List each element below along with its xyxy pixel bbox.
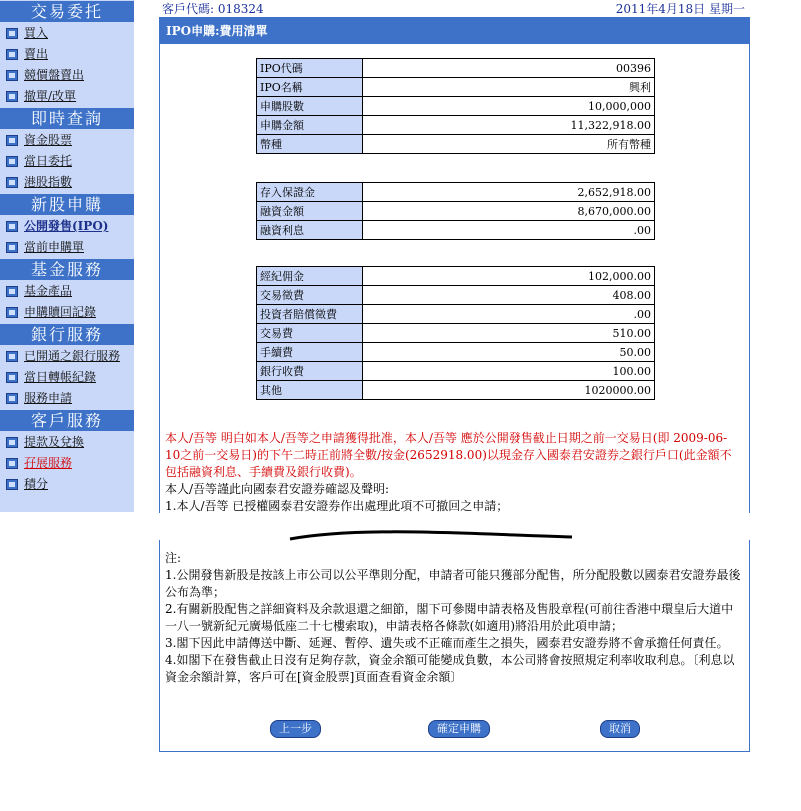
section-header-bank: 銀行服務 bbox=[0, 324, 134, 345]
fees-table bbox=[256, 266, 655, 400]
sidebar-item-points[interactable]: 積分 bbox=[0, 474, 134, 495]
bullet-icon bbox=[6, 91, 18, 102]
sidebar-item-current-subscriptions[interactable]: 當前申購單 bbox=[0, 237, 134, 258]
account-code: 客戶代碼: 018324 bbox=[162, 2, 264, 16]
section-header-ipo: 新股申購 bbox=[0, 194, 134, 215]
table-row: 投資者賠償徵費 .00 bbox=[257, 305, 655, 324]
bullet-icon bbox=[6, 156, 18, 167]
sidebar-item-cancel-modify[interactable]: 撤單/改單 bbox=[0, 86, 134, 107]
section-header-customer: 客戶服務 bbox=[0, 410, 134, 431]
confirm-subscribe-button[interactable]: 確定申購 bbox=[428, 720, 490, 738]
table-row: 融資利息 .00 bbox=[257, 221, 655, 240]
table-row: 其他 1020000.00 bbox=[257, 381, 655, 400]
sidebar-item-sell[interactable]: 賣出 bbox=[0, 44, 134, 65]
section-header-fund: 基金服務 bbox=[0, 259, 134, 280]
table-row: 申購金額 11,322,918.00 bbox=[257, 116, 655, 135]
note-item: 1.公開發售新股是按該上市公司以公平準則分配，申請者可能只獲部分配售，所分配股數以國泰君安證券最後公布為準； bbox=[165, 568, 741, 599]
sidebar-item-fund-products[interactable]: 基金產品 bbox=[0, 281, 134, 302]
declaration-item-1: 1.本人/吾等 已授權國泰君安證券作出處理此項不可撤回之申請； bbox=[165, 499, 509, 513]
bullet-icon bbox=[6, 28, 18, 39]
sidebar-item-bank-services[interactable]: 已開通之銀行服務 bbox=[0, 346, 134, 367]
bullet-icon bbox=[6, 437, 18, 448]
sidebar-item-hk-index[interactable]: 港股指數 bbox=[0, 172, 134, 193]
table-row: IPO名稱 興利 bbox=[257, 78, 655, 97]
section-header-trading: 交易委托 bbox=[0, 1, 134, 22]
financing-table bbox=[256, 182, 655, 240]
bullet-icon bbox=[6, 49, 18, 60]
ipo-fee-panel bbox=[159, 17, 750, 513]
prev-step-button[interactable]: 上一步 bbox=[270, 720, 321, 738]
sidebar-item-withdraw-exchange[interactable]: 提款及兌換 bbox=[0, 432, 134, 453]
cancel-button[interactable]: 取消 bbox=[600, 720, 640, 738]
bullet-icon bbox=[6, 70, 18, 81]
notes-heading: 注: bbox=[165, 551, 182, 565]
sidebar-item-ipo[interactable]: 公開發售(IPO) bbox=[0, 216, 134, 237]
sidebar-item-transfer-records[interactable]: 當日轉帳紀錄 bbox=[0, 367, 134, 388]
bullet-icon bbox=[6, 458, 18, 469]
sidebar-item-auction-sell[interactable]: 競價盤賣出 bbox=[0, 65, 134, 86]
panel-title: IPO申購:費用清單 bbox=[160, 18, 749, 44]
table-row: 銀行收費 100.00 bbox=[257, 362, 655, 381]
table-row: 存入保證金 2,652,918.00 bbox=[257, 183, 655, 202]
bullet-icon bbox=[6, 393, 18, 404]
bullet-icon bbox=[6, 286, 18, 297]
current-date: 2011年4月18日 星期一 bbox=[615, 2, 745, 16]
bullet-icon bbox=[6, 242, 18, 253]
table-row: 經紀佣金 102,000.00 bbox=[257, 267, 655, 286]
ipo-info-table bbox=[256, 58, 655, 154]
sidebar-item-buy[interactable]: 買入 bbox=[0, 23, 134, 44]
sidebar-item-fund-records[interactable]: 申購贖回記錄 bbox=[0, 302, 134, 323]
table-row: 交易徵費 408.00 bbox=[257, 286, 655, 305]
sidebar-nav bbox=[0, 0, 134, 512]
table-row: 幣種 所有幣種 bbox=[257, 135, 655, 154]
bullet-icon bbox=[6, 479, 18, 490]
notes-section bbox=[165, 550, 743, 686]
bullet-icon bbox=[6, 177, 18, 188]
sidebar-item-today-orders[interactable]: 當日委托 bbox=[0, 151, 134, 172]
bullet-icon bbox=[6, 135, 18, 146]
bullet-icon bbox=[6, 372, 18, 383]
section-header-query: 即時查詢 bbox=[0, 108, 134, 129]
sidebar-item-service-application[interactable]: 服務申請 bbox=[0, 388, 134, 409]
notes-panel bbox=[159, 540, 750, 752]
table-row: 融資金額 8,670,000.00 bbox=[257, 202, 655, 221]
table-row: 申購股數 10,000,000 bbox=[257, 97, 655, 116]
note-item: 3.閣下因此申請傳送中斷、延遲、暫停、遺失或不正確而產生之損失，國泰君安證券將不會承擔任何責任。 bbox=[165, 636, 729, 650]
note-item: 4.如閣下在發售截止日沒有足夠存款，資金余額可能變成負數，本公司將會按照規定利率收取利息。〔利息以資金余額計算，客戶可在[資金股票]頁面查看資金余額〕 bbox=[165, 653, 735, 684]
note-item: 2.有關新股配售之詳細資料及余款退還之細節，閣下可參閱申請表格及售股章程(可前往香港中環皇后大道中一八一號新紀元廣場低座二十七樓索取)，申請表格各條款(如適用)將沿用於此項申請； bbox=[165, 602, 734, 633]
payment-notice: 本人/吾等 明白如本人/吾等之申請獲得批准，本人/吾等 應於公開發售截止日期之前一交易日(即 2009-06-10之前一交易日)的下午二時正前將全數/按金(2652918.00)以現金存入國泰君安證券之銀行戶口(此金額不包括融資利息、手續費及銀行收費)。 bbox=[165, 431, 732, 479]
table-row: 交易費 510.00 bbox=[257, 324, 655, 343]
bullet-icon bbox=[6, 351, 18, 362]
sidebar-item-funds-stocks[interactable]: 資金股票 bbox=[0, 130, 134, 151]
table-row: 手續費 50.00 bbox=[257, 343, 655, 362]
declaration-text bbox=[165, 430, 737, 513]
bullet-icon bbox=[6, 221, 18, 232]
sidebar-item-margin-service[interactable]: 孖展服務 bbox=[0, 453, 134, 474]
declaration-intro: 本人/吾等謹此向國泰君安證券確認及聲明: bbox=[165, 482, 390, 496]
table-row: IPO代碼 00396 bbox=[257, 59, 655, 78]
bullet-icon bbox=[6, 307, 18, 318]
